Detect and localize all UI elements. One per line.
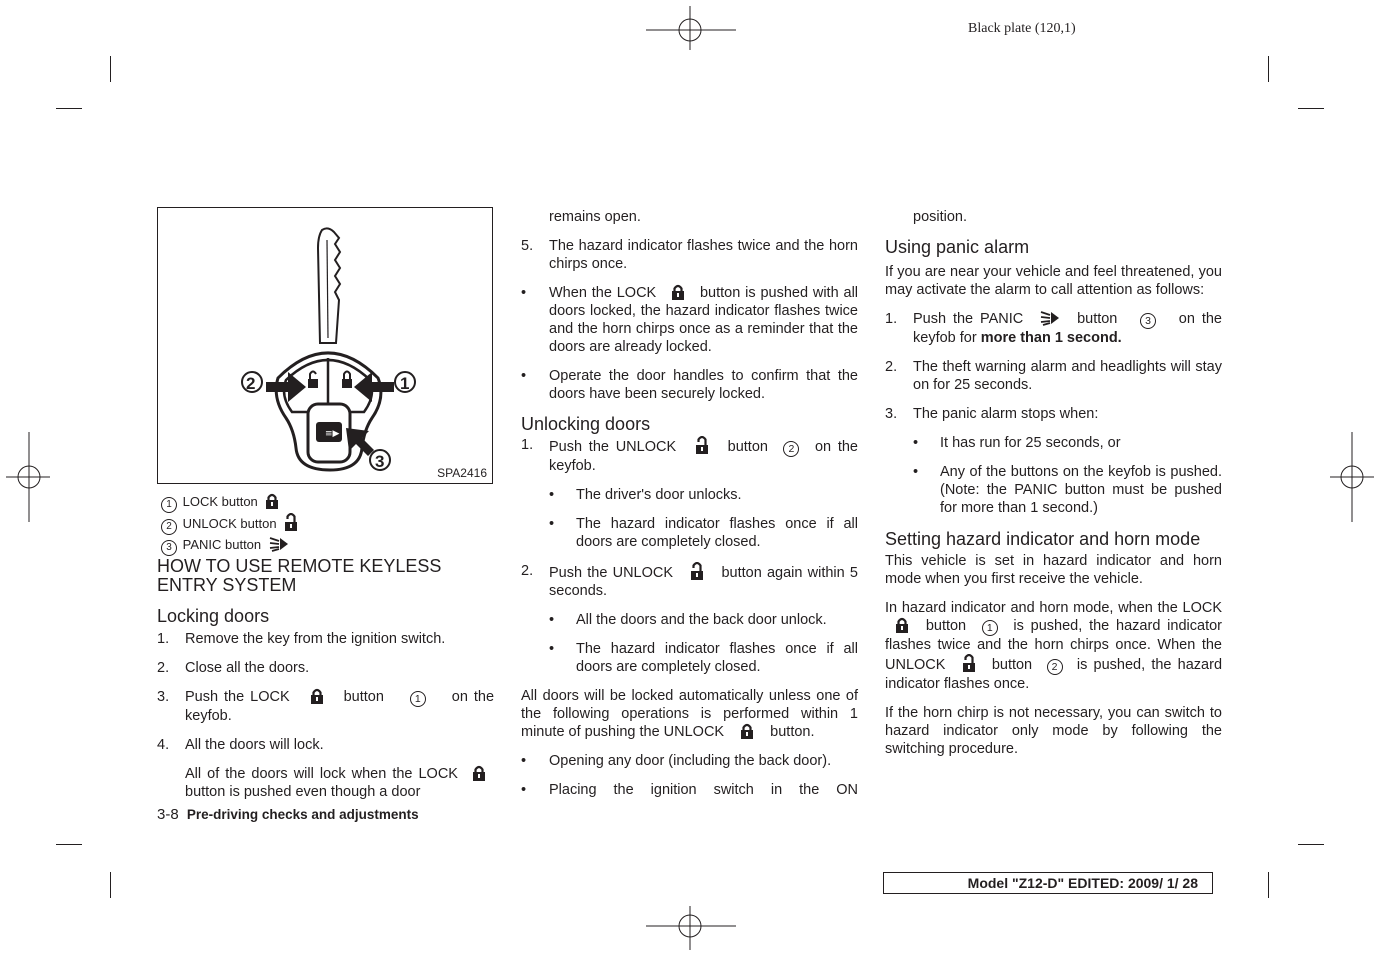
registration-mark-right xyxy=(1330,432,1374,522)
callout-ref: 2 xyxy=(783,441,799,457)
callout-ref: 2 xyxy=(1047,659,1063,675)
list-continuation xyxy=(885,208,1222,226)
paragraph-text: If the horn chirp is not necessary, you can switch to hazard indicator only mode by following the switching procedure. xyxy=(885,705,1222,757)
list-marker: 2. xyxy=(521,563,534,579)
registration-mark-left xyxy=(6,432,50,522)
bullet-marker: • xyxy=(549,641,555,657)
list-text: The driver's door unlocks. xyxy=(576,487,742,503)
crop-mark xyxy=(110,56,111,82)
list-text: The hazard indicator flashes twice and the horn chirps once. xyxy=(549,238,858,272)
figure-legend xyxy=(159,492,302,556)
legend-num: 3 xyxy=(161,540,177,556)
list-text: Remove the key from the ignition switch. xyxy=(185,631,446,647)
paragraph-text: is pushed, the hazard indicator flashes twice and the horn chirps once. When the UNLOCK xyxy=(885,618,1222,673)
list-marker: 3. xyxy=(885,406,898,422)
list-text: All of the doors will lock when the LOCK xyxy=(185,766,458,782)
crop-mark xyxy=(56,108,82,109)
list-item xyxy=(157,736,494,754)
legend-num: 2 xyxy=(161,519,177,535)
list-text: Push the LOCK xyxy=(185,689,290,705)
list-marker: 1. xyxy=(521,437,534,453)
list-continuation xyxy=(521,208,858,226)
bullet-marker: • xyxy=(521,782,527,798)
page-number: 3-8 xyxy=(157,806,179,823)
paragraph xyxy=(885,599,1222,693)
crop-mark xyxy=(1268,56,1269,82)
list-text: button again within 5 seconds. xyxy=(549,565,858,599)
list-marker: 3. xyxy=(157,689,170,705)
sub-list-item xyxy=(521,515,858,551)
list-text: Close all the doors. xyxy=(185,660,310,676)
list-text: button xyxy=(727,439,768,455)
lock-icon xyxy=(895,617,909,633)
bullet-marker: • xyxy=(549,487,555,503)
paragraph-text: button. xyxy=(770,724,815,740)
subheading-unlocking: Unlocking doors xyxy=(521,414,651,434)
list-item xyxy=(521,752,858,770)
list-text: position. xyxy=(913,209,968,225)
callout-ref: 1 xyxy=(982,620,998,636)
list-item xyxy=(521,436,858,475)
callout-2: 2 xyxy=(246,374,256,393)
list-item xyxy=(521,284,858,356)
bullet-marker: • xyxy=(521,368,527,384)
bullet-marker: • xyxy=(521,285,527,301)
list-marker: 1. xyxy=(157,631,170,647)
paragraph-text: All doors will be locked automatically unless one of the following operations is performed within 1 minute of pushing the UNLOCK xyxy=(521,688,858,740)
list-text: The hazard indicator flashes once if all doors are completely closed. xyxy=(576,516,858,550)
legend-item-panic xyxy=(159,535,302,556)
list-text: Push the UNLOCK xyxy=(549,439,677,455)
column-3 xyxy=(885,208,1222,758)
svg-text:≡▶: ≡▶ xyxy=(325,429,340,439)
list-item xyxy=(157,688,494,725)
section-heading-line: ENTRY SYSTEM xyxy=(157,575,297,595)
list-item xyxy=(885,310,1222,347)
callout-1: 1 xyxy=(400,374,410,393)
list-item xyxy=(885,358,1222,394)
list-text: button is pushed even though a door xyxy=(185,784,421,800)
list-item xyxy=(157,630,494,648)
emphasis-text: more than 1 second. xyxy=(980,330,1122,346)
list-text: button xyxy=(1077,311,1118,327)
callout-3: 3 xyxy=(375,452,385,471)
legend-item-unlock xyxy=(159,513,302,535)
crop-mark xyxy=(56,844,82,845)
callout-ref: 1 xyxy=(410,691,426,707)
list-item xyxy=(885,405,1222,423)
figure-code: SPA2416 xyxy=(437,466,487,480)
list-marker: 5. xyxy=(521,238,534,254)
page-footer xyxy=(157,806,419,823)
legend-label: UNLOCK button xyxy=(182,516,277,531)
sub-list-item xyxy=(521,486,858,504)
list-text: Push the PANIC xyxy=(913,311,1024,327)
list-text: The hazard indicator flashes once if all doors are completely closed. xyxy=(576,641,858,675)
list-marker: 2. xyxy=(157,660,170,676)
bullet-marker: • xyxy=(913,435,919,451)
list-note xyxy=(157,765,494,801)
unlock-icon xyxy=(695,436,709,454)
sub-list-item xyxy=(521,611,858,629)
list-item xyxy=(521,781,858,799)
crop-mark xyxy=(1268,872,1269,898)
legend-num: 1 xyxy=(161,497,177,513)
list-marker: 2. xyxy=(885,359,898,375)
list-item xyxy=(521,367,858,403)
lock-icon xyxy=(740,723,754,739)
callout-ref: 3 xyxy=(1140,313,1156,329)
model-edited-stamp: Model "Z12-D" EDITED: 2009/ 1/ 28 xyxy=(883,872,1213,894)
list-text: All the doors will lock. xyxy=(185,737,324,753)
panic-icon xyxy=(269,536,289,552)
list-text: It has run for 25 seconds, or xyxy=(940,435,1121,451)
sub-list-item xyxy=(521,640,858,676)
unlock-icon xyxy=(962,654,976,672)
subheading-locking: Locking doors xyxy=(157,606,270,626)
legend-item-lock xyxy=(159,492,302,513)
list-text: The theft warning alarm and headlights will stay on for 25 seconds. xyxy=(913,359,1222,393)
legend-label: PANIC button xyxy=(182,537,262,552)
paragraph-text: button xyxy=(925,618,967,634)
list-text: All the doors and the back door unlock. xyxy=(576,612,827,628)
list-text: button xyxy=(343,689,384,705)
lock-icon xyxy=(472,765,486,781)
paragraph xyxy=(885,704,1222,758)
section-heading-line: HOW TO USE REMOTE KEYLESS xyxy=(157,556,442,576)
section-name: Pre-driving checks and adjustments xyxy=(186,807,419,822)
list-text: on the keyfob. xyxy=(185,689,495,724)
subheading-hazard-mode: Setting hazard indicator and horn mode xyxy=(885,529,1201,549)
paragraph-text: In hazard indicator and horn mode, when the LOCK xyxy=(885,600,1222,616)
list-text: The panic alarm stops when: xyxy=(913,406,1099,422)
paragraph xyxy=(885,263,1222,299)
list-marker: 4. xyxy=(157,737,170,753)
paragraph-text: button xyxy=(991,657,1033,673)
unlock-icon xyxy=(284,513,298,531)
list-text: Operate the door handles to confirm that the doors have been securely locked. xyxy=(549,368,858,402)
keyfob-illustration xyxy=(158,208,492,483)
subheading-panic: Using panic alarm xyxy=(885,237,1030,257)
list-item xyxy=(157,659,494,677)
bullet-marker: • xyxy=(549,612,555,628)
list-marker: 1. xyxy=(885,311,898,327)
registration-mark-bottom xyxy=(646,906,736,950)
paragraph-text: is pushed, the hazard indicator flashes once. xyxy=(885,657,1223,692)
list-text: on the keyfob for xyxy=(913,311,1222,346)
plate-label: Black plate (120,1) xyxy=(968,21,1076,36)
paragraph xyxy=(885,552,1222,588)
bullet-marker: • xyxy=(521,753,527,769)
column-2 xyxy=(521,208,858,799)
list-text: Placing the ignition switch in the ON xyxy=(549,782,858,798)
crop-mark xyxy=(110,872,111,898)
keyfob-figure xyxy=(157,207,493,484)
list-text: remains open. xyxy=(549,209,641,225)
list-item xyxy=(521,237,858,273)
list-text: When the LOCK xyxy=(549,285,657,301)
list-text: on the keyfob. xyxy=(549,439,858,474)
lock-icon xyxy=(310,688,324,704)
bullet-marker: • xyxy=(549,516,555,532)
column-1 xyxy=(157,557,494,801)
bullet-marker: • xyxy=(913,464,919,480)
crop-mark xyxy=(1298,108,1324,109)
registration-mark-top xyxy=(646,6,736,50)
list-text: Any of the buttons on the keyfob is pushed. (Note: the PANIC button must be pushed for more than 1 second.) xyxy=(940,464,1222,516)
list-text: button is pushed with all doors locked, the hazard indicator flashes twice and the horn chirps once as a reminder that the doors are already locked. xyxy=(549,285,859,355)
list-item xyxy=(521,562,858,600)
section-heading xyxy=(157,557,494,595)
lock-icon xyxy=(671,284,685,300)
legend-label: LOCK button xyxy=(182,494,258,509)
list-text: Opening any door (including the back door). xyxy=(549,753,832,769)
panic-icon xyxy=(1040,310,1060,326)
lock-icon xyxy=(265,493,279,509)
crop-mark xyxy=(1298,844,1324,845)
sub-list-item xyxy=(885,463,1222,517)
unlock-icon xyxy=(690,562,704,580)
paragraph xyxy=(521,687,858,741)
sub-list-item xyxy=(885,434,1222,452)
paragraph-text: If you are near your vehicle and feel threatened, you may activate the alarm to call attention as follows: xyxy=(885,264,1222,298)
list-text: Push the UNLOCK xyxy=(549,565,674,581)
paragraph-text: This vehicle is set in hazard indicator and horn mode when you first receive the vehicle. xyxy=(885,553,1222,587)
